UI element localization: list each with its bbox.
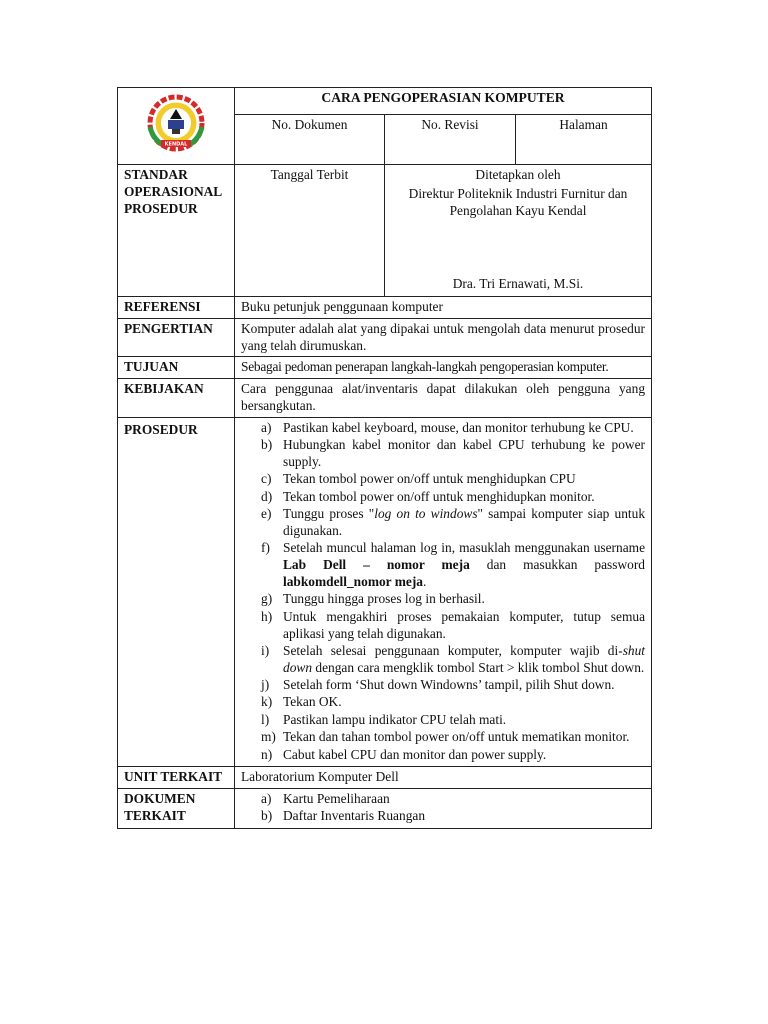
procedure-step-text: Tekan tombol power on/off untuk menghidupkan monitor. xyxy=(283,488,595,504)
procedure-list xyxy=(241,420,645,764)
procedure-step-item xyxy=(241,643,645,677)
procedure-step-username: Lab Dell – nomor meja xyxy=(283,557,470,573)
tujuan-label: TUJUAN xyxy=(118,357,235,379)
procedure-step-password: labkomdell_nomor meja xyxy=(283,573,423,589)
procedure-step-marker: i) xyxy=(261,642,270,658)
page-label: Halaman xyxy=(516,115,652,165)
procedure-step-text: " sampai komputer siap untuk digunakan. xyxy=(283,506,646,538)
sop-table xyxy=(117,87,652,829)
procedure-step-item xyxy=(241,729,645,746)
dokumen-terkait-label-line2: TERKAIT xyxy=(124,807,186,823)
unit-terkait-text: Laboratorium Komputer Dell xyxy=(235,767,652,789)
procedure-step-text: Pastikan lampu indikator CPU telah mati. xyxy=(283,711,507,727)
procedure-step-text: . xyxy=(422,573,427,589)
procedure-step-text: Tunggu proses " xyxy=(283,506,375,522)
procedure-step-marker: l) xyxy=(261,711,270,727)
procedure-step-text: Tunggu hingga proses log in berhasil. xyxy=(283,591,485,607)
approver-line1: Direktur Politeknik Industri Furnitur dan xyxy=(408,185,628,201)
related-document-text: Kartu Pemeliharaan xyxy=(283,790,390,806)
pengertian-text: Komputer adalah alat yang dipakai untuk mengolah data menurut prosedur yang telah dirumuskan. xyxy=(235,318,652,357)
procedure-step-item xyxy=(241,609,645,643)
related-document-text: Daftar Inventaris Ruangan xyxy=(283,808,426,824)
svg-text:KENDAL: KENDAL xyxy=(164,141,188,148)
dokumen-terkait-cell xyxy=(235,788,652,828)
procedure-step-item xyxy=(241,506,645,540)
institution-logo xyxy=(141,93,211,155)
procedure-step-item xyxy=(241,591,645,608)
procedure-step-marker: g) xyxy=(261,591,273,607)
approver-line2: Pengolahan Kayu Kendal xyxy=(449,202,587,218)
related-documents-list xyxy=(241,791,645,825)
prosedur-label: PROSEDUR xyxy=(118,417,235,766)
procedure-step-marker: j) xyxy=(261,677,270,693)
procedure-step-text: Tekan OK. xyxy=(283,694,342,710)
procedure-step-marker: b) xyxy=(261,437,273,453)
procedure-step-marker: c) xyxy=(261,471,272,487)
kebijakan-label: KEBIJAKAN xyxy=(118,379,235,418)
procedure-step-item xyxy=(241,471,645,488)
related-document-marker: b) xyxy=(261,808,273,824)
procedure-step-item xyxy=(241,540,645,590)
prosedur-cell xyxy=(235,417,652,766)
procedure-step-italic-text: log on to windows xyxy=(374,506,478,522)
procedure-step-text: Setelah selesai penggunaan komputer, komputer wajib di- xyxy=(283,642,623,658)
unit-terkait-label: UNIT TERKAIT xyxy=(118,767,235,789)
approval-cell xyxy=(385,165,652,297)
procedure-step-text: Cabut kabel CPU dan monitor dan power supply. xyxy=(283,746,547,762)
sop-label-line3: PROSEDUR xyxy=(124,200,198,216)
sop-label-line1: STANDAR xyxy=(124,167,188,182)
signatory-name: Dra. Tri Ernawati, M.Si. xyxy=(452,276,584,292)
procedure-step-marker: n) xyxy=(261,746,273,762)
procedure-step-marker: m) xyxy=(261,729,276,745)
procedure-step-marker: k) xyxy=(261,694,273,710)
procedure-step-text: Untuk mengakhiri proses pemakaian komputer, tutup semua aplikasi yang telah digunakan. xyxy=(283,608,646,641)
approved-by: Ditetapkan oleh xyxy=(475,167,561,182)
dokumen-terkait-label xyxy=(118,788,235,828)
procedure-step-text: dengan cara mengklik tombol Start > klik tombol Shut down. xyxy=(312,659,645,675)
procedure-step-marker: e) xyxy=(261,506,272,522)
document-title: CARA PENGOPERASIAN KOMPUTER xyxy=(235,88,652,115)
sop-label xyxy=(118,165,235,297)
procedure-step-text: Tekan tombol power on/off untuk menghidupkan CPU xyxy=(283,471,576,487)
procedure-step-text: dan masukkan password xyxy=(469,557,645,573)
procedure-step-item xyxy=(241,712,645,729)
procedure-step-item xyxy=(241,420,645,437)
doc-number-label: No. Dokumen xyxy=(235,115,385,165)
procedure-step-italic-text: shut down xyxy=(283,642,646,675)
revision-label: No. Revisi xyxy=(385,115,516,165)
logo-cell xyxy=(118,88,235,165)
procedure-step-text: Tekan dan tahan tombol power on/off untuk mematikan monitor. xyxy=(283,729,630,745)
procedure-step-text: Setelah form ‘Shut down Windowns’ tampil, pilih Shut down. xyxy=(283,677,615,693)
sop-label-line2: OPERASIONAL xyxy=(124,183,223,199)
procedure-step-item xyxy=(241,489,645,506)
procedure-step-text: Setelah muncul halaman log in, masuklah menggunakan username xyxy=(283,540,646,556)
procedure-step-text: Pastikan kabel keyboard, mouse, dan monitor terhubung ke CPU. xyxy=(283,419,634,435)
referensi-text: Buku petunjuk penggunaan komputer xyxy=(235,297,652,319)
pengertian-label: PENGERTIAN xyxy=(118,318,235,357)
related-document-item xyxy=(241,791,645,808)
related-document-item xyxy=(241,808,645,825)
procedure-step-item xyxy=(241,437,645,471)
kebijakan-text: Cara penggunaa alat/inventaris dapat dilakukan oleh pengguna yang bersangkutan. xyxy=(235,379,652,418)
procedure-step-marker: h) xyxy=(261,608,273,624)
procedure-step-marker: d) xyxy=(261,488,273,504)
procedure-step-marker: a) xyxy=(261,419,272,435)
referensi-label: REFERENSI xyxy=(118,297,235,319)
tujuan-text: Sebagai pedoman penerapan langkah-langkah pengoperasian komputer. xyxy=(235,357,652,379)
procedure-step-text: Hubungkan kabel monitor dan kabel CPU terhubung ke power supply. xyxy=(283,437,646,469)
procedure-step-marker: f) xyxy=(261,540,270,556)
dokumen-terkait-label-line1: DOKUMEN xyxy=(124,790,196,806)
procedure-step-item xyxy=(241,694,645,711)
procedure-step-item xyxy=(241,677,645,694)
issue-date-label: Tanggal Terbit xyxy=(235,165,385,297)
procedure-step-item xyxy=(241,747,645,764)
related-document-marker: a) xyxy=(261,790,272,806)
